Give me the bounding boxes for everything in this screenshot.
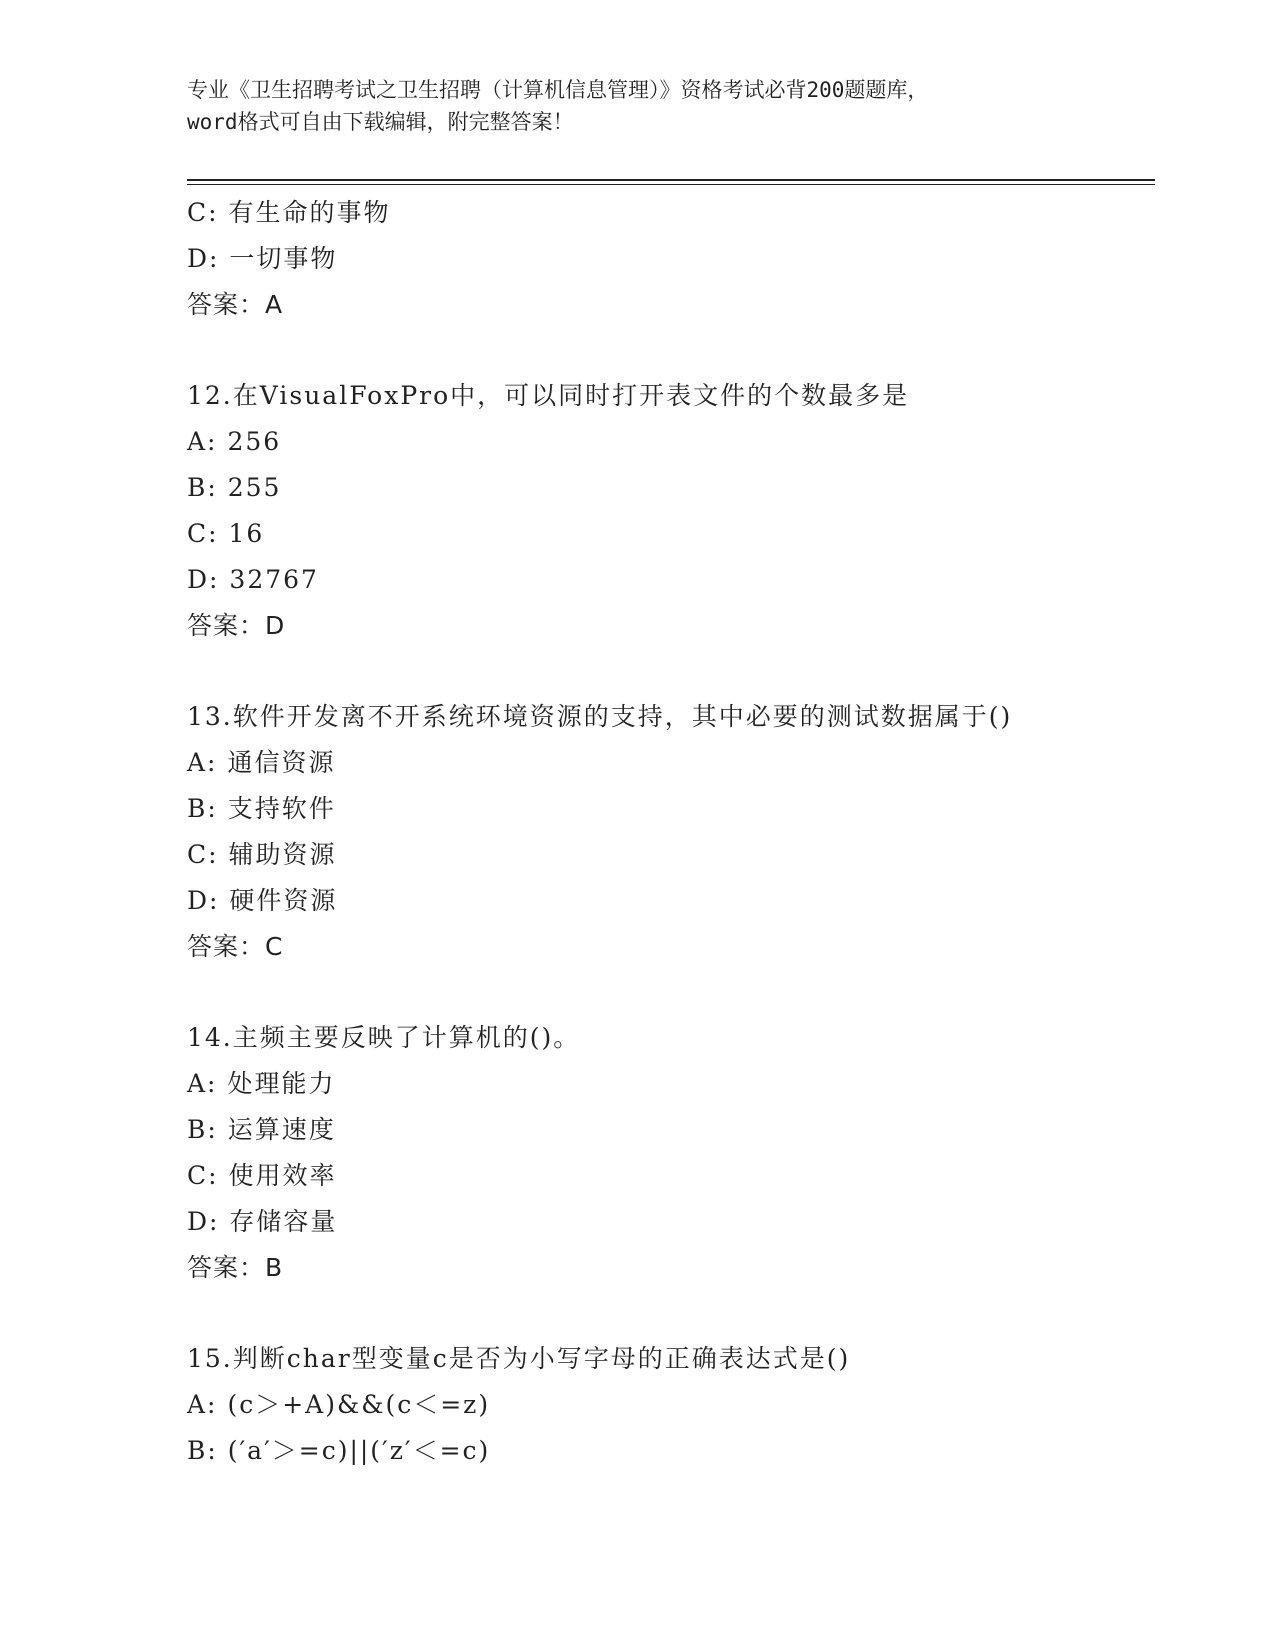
answer-line: 答案：B (187, 1253, 284, 1282)
option-label: D: (187, 565, 220, 594)
option-label: D: (187, 1207, 220, 1236)
question-stem: 14.主频主要反映了计算机的()。 (187, 1023, 581, 1052)
option-label: D: (187, 244, 220, 273)
option-label: A: (187, 427, 218, 456)
answer-line: 答案：D (187, 611, 286, 640)
option-text: 通信资源 (227, 748, 336, 777)
header-line-2: word格式可自由下载编辑，附完整答案！ (187, 110, 574, 134)
question-stem: 15.判断char型变量c是否为小写字母的正确表达式是() (187, 1344, 851, 1373)
option-b (187, 1428, 1137, 1474)
option-text: (′a′＞=c)||(′z′＜=c) (227, 1436, 491, 1465)
option-c (187, 832, 1137, 878)
option-label: B: (187, 794, 218, 823)
question-block-14 (187, 1015, 1137, 1291)
option-b (187, 786, 1137, 832)
option-label: A: (187, 748, 218, 777)
option-d (187, 878, 1137, 924)
option-label: B: (187, 1115, 218, 1144)
page-header (187, 74, 1087, 138)
option-label: B: (187, 1436, 218, 1465)
option-a (187, 419, 1137, 465)
option-b (187, 1107, 1137, 1153)
option-text: 32767 (229, 565, 319, 594)
option-label: C: (187, 519, 219, 548)
option-text: 硬件资源 (229, 886, 338, 915)
header-line-1: 专业《卫生招聘考试之卫生招聘（计算机信息管理）》资格考试必背200题题库， (187, 78, 929, 102)
answer-line: 答案：A (187, 290, 284, 319)
option-label: A: (187, 1069, 218, 1098)
option-text: 处理能力 (227, 1069, 336, 1098)
option-label: C: (187, 1161, 219, 1190)
option-a (187, 740, 1137, 786)
question-block-12 (187, 373, 1137, 649)
option-label: C: (187, 840, 219, 869)
option-a (187, 1382, 1137, 1428)
option-label: B: (187, 473, 218, 502)
option-text: 16 (228, 519, 265, 548)
option-d (187, 236, 1137, 282)
header-divider-thick (187, 179, 1155, 181)
option-a (187, 1061, 1137, 1107)
option-text: 运算速度 (227, 1115, 336, 1144)
option-label: A: (187, 1390, 218, 1419)
option-b (187, 465, 1137, 511)
option-label: C: (187, 198, 219, 227)
option-d (187, 1199, 1137, 1245)
option-c (187, 190, 1137, 236)
option-text: 255 (227, 473, 282, 502)
question-stem: 12.在VisualFoxPro中，可以同时打开表文件的个数最多是 (187, 381, 910, 410)
option-c (187, 1153, 1137, 1199)
option-text: 支持软件 (227, 794, 336, 823)
option-text: 一切事物 (229, 244, 338, 273)
option-text: 使用效率 (228, 1161, 337, 1190)
option-text: (c＞+A)&&(c＜=z) (227, 1390, 491, 1419)
option-text: 256 (227, 427, 282, 456)
option-text: 存储容量 (229, 1207, 338, 1236)
answer-line: 答案：C (187, 932, 284, 961)
option-text: 有生命的事物 (228, 198, 391, 227)
option-label: D: (187, 886, 220, 915)
question-stem: 13.软件开发离不开系统环境资源的支持，其中必要的测试数据属于() (187, 702, 1013, 731)
prev-question-block (187, 190, 1137, 328)
question-block-15 (187, 1336, 1137, 1474)
header-divider-thin (187, 184, 1155, 185)
question-block-13 (187, 694, 1137, 970)
option-text: 辅助资源 (228, 840, 337, 869)
question-list (187, 190, 1137, 1474)
option-d (187, 557, 1137, 603)
option-c (187, 511, 1137, 557)
